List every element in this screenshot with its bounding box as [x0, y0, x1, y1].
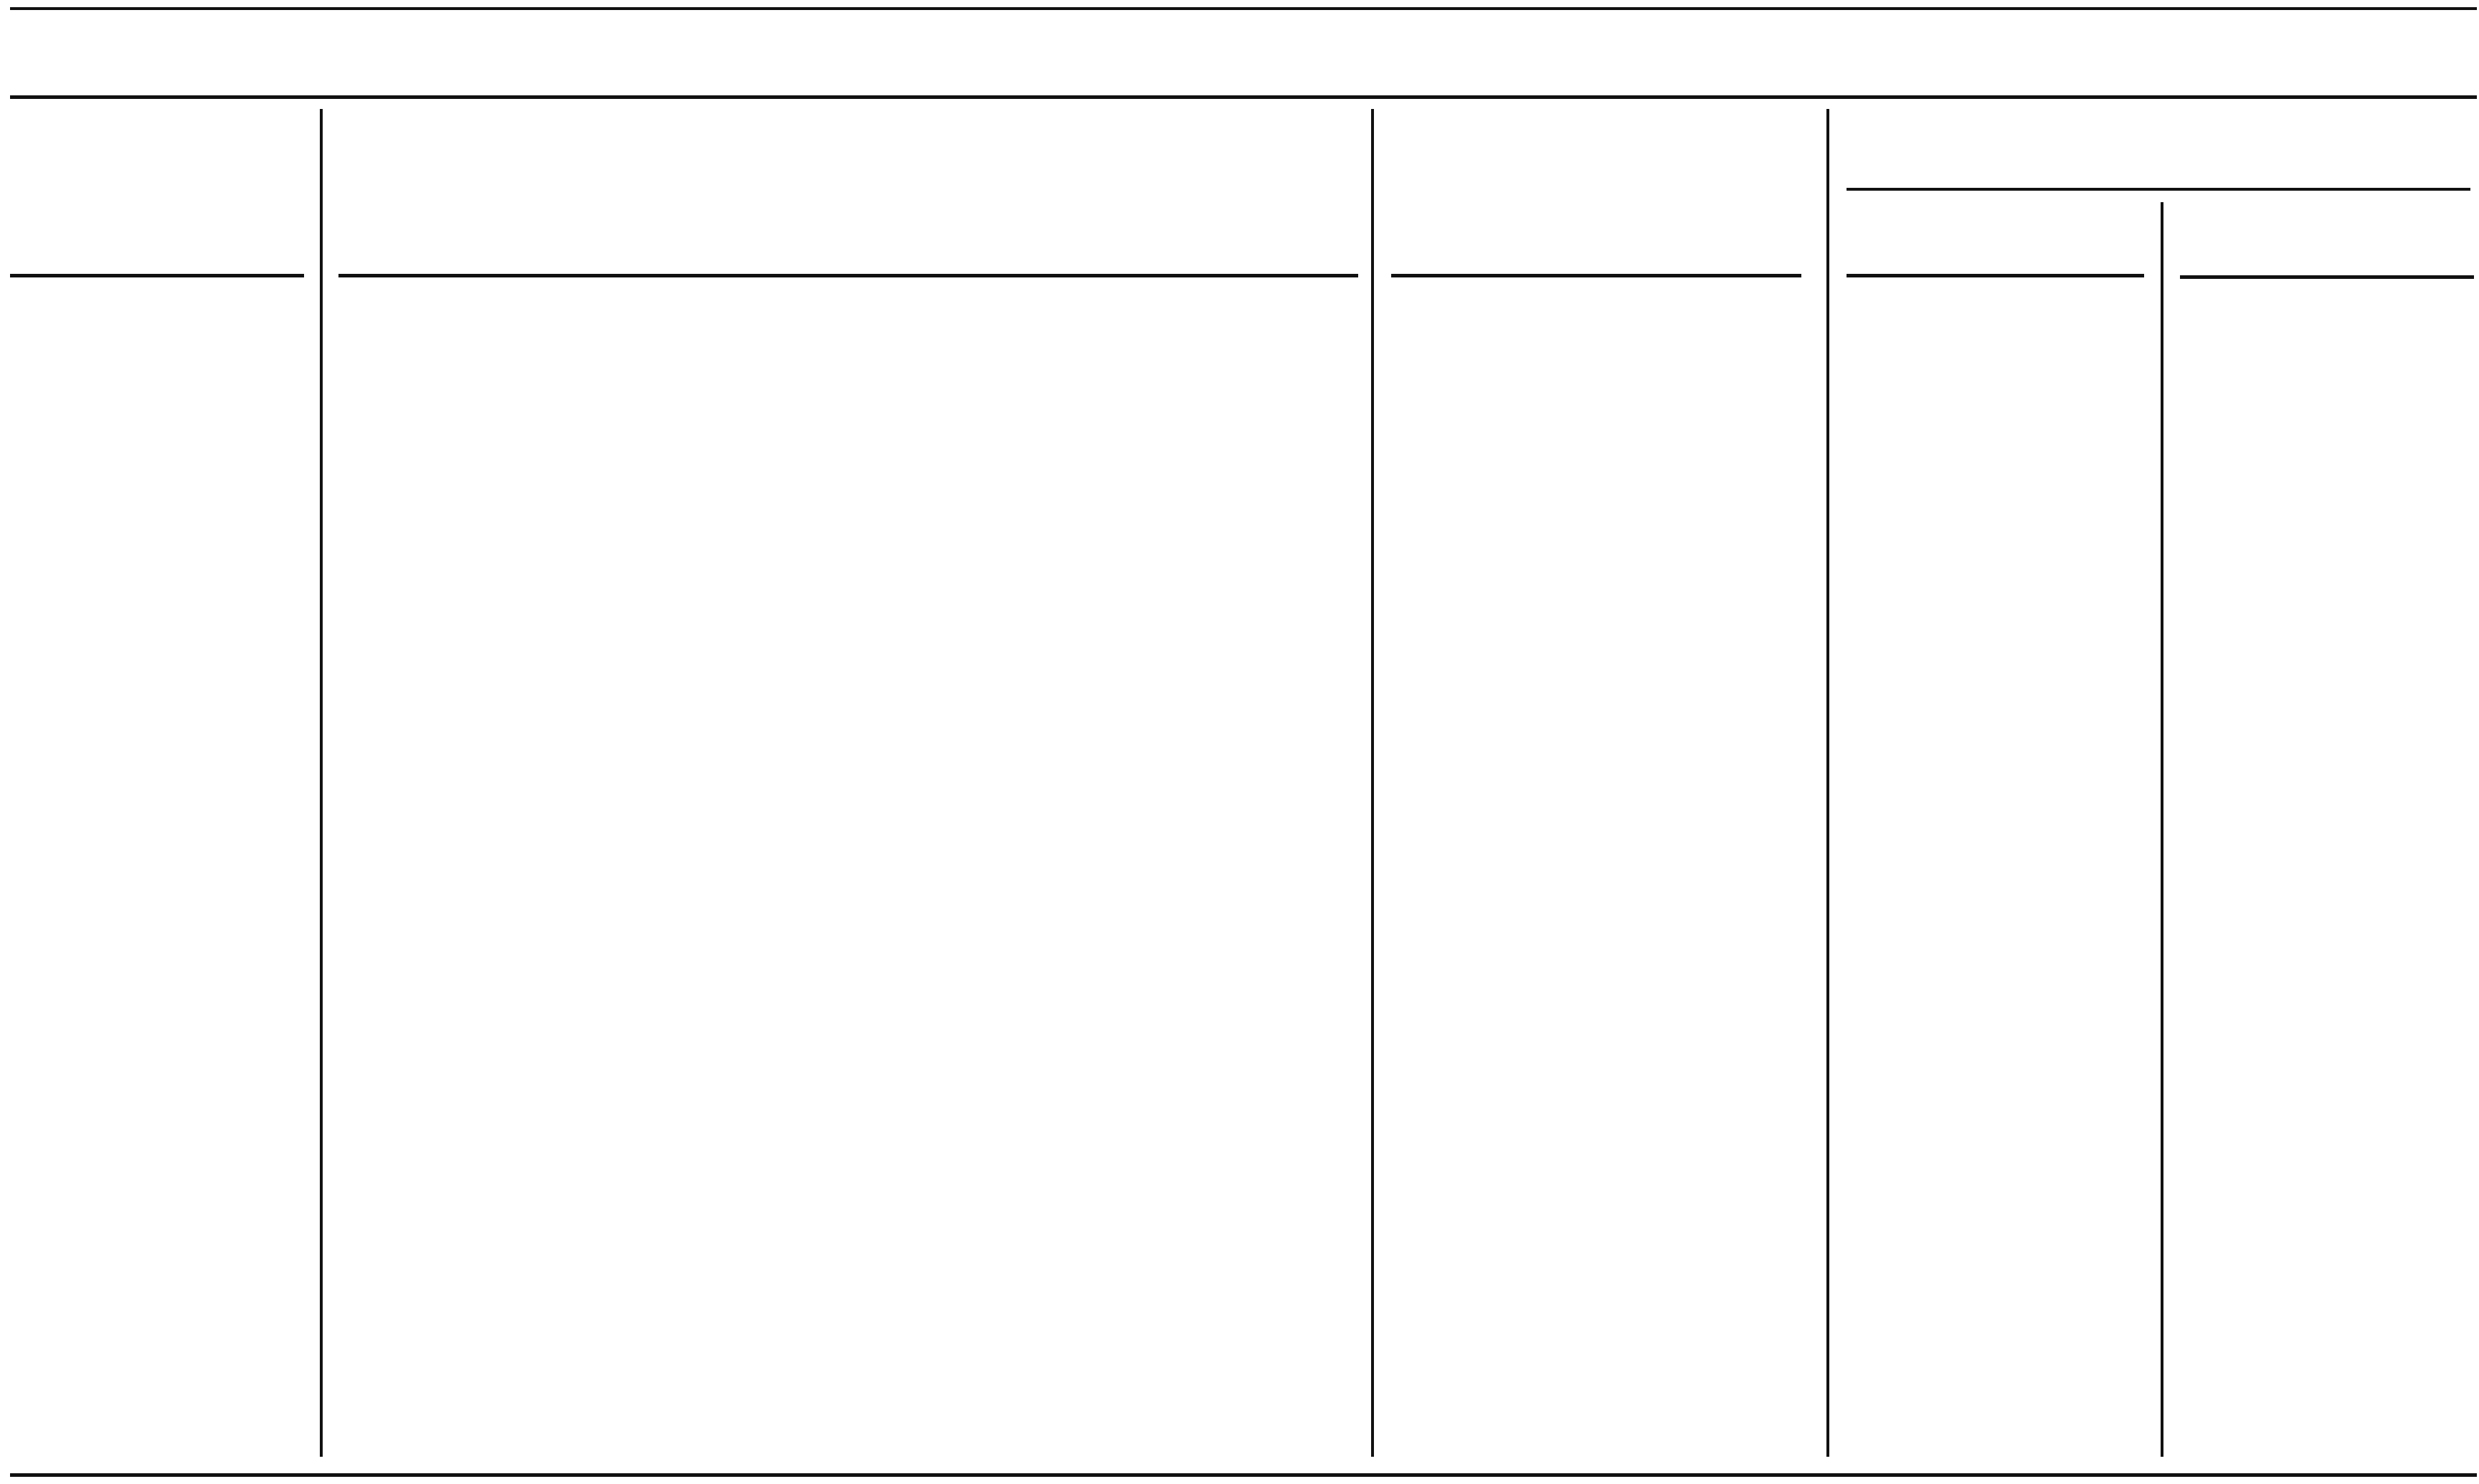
bottom-rule — [10, 1473, 2477, 1477]
col-divider-2 — [1371, 109, 1374, 1457]
header-underline-number — [10, 274, 304, 277]
header-underline-name — [338, 274, 1358, 277]
header-top-rule — [10, 95, 2477, 99]
col-divider-1 — [320, 109, 323, 1457]
sector-rule — [1847, 188, 2470, 191]
top-rule — [10, 7, 2477, 10]
header-underline-baja — [2180, 275, 2474, 279]
header-underline-alta — [1847, 274, 2144, 277]
col-divider-4 — [2161, 202, 2163, 1457]
header-underline-formula — [1391, 274, 1801, 277]
col-divider-3 — [1826, 109, 1829, 1457]
